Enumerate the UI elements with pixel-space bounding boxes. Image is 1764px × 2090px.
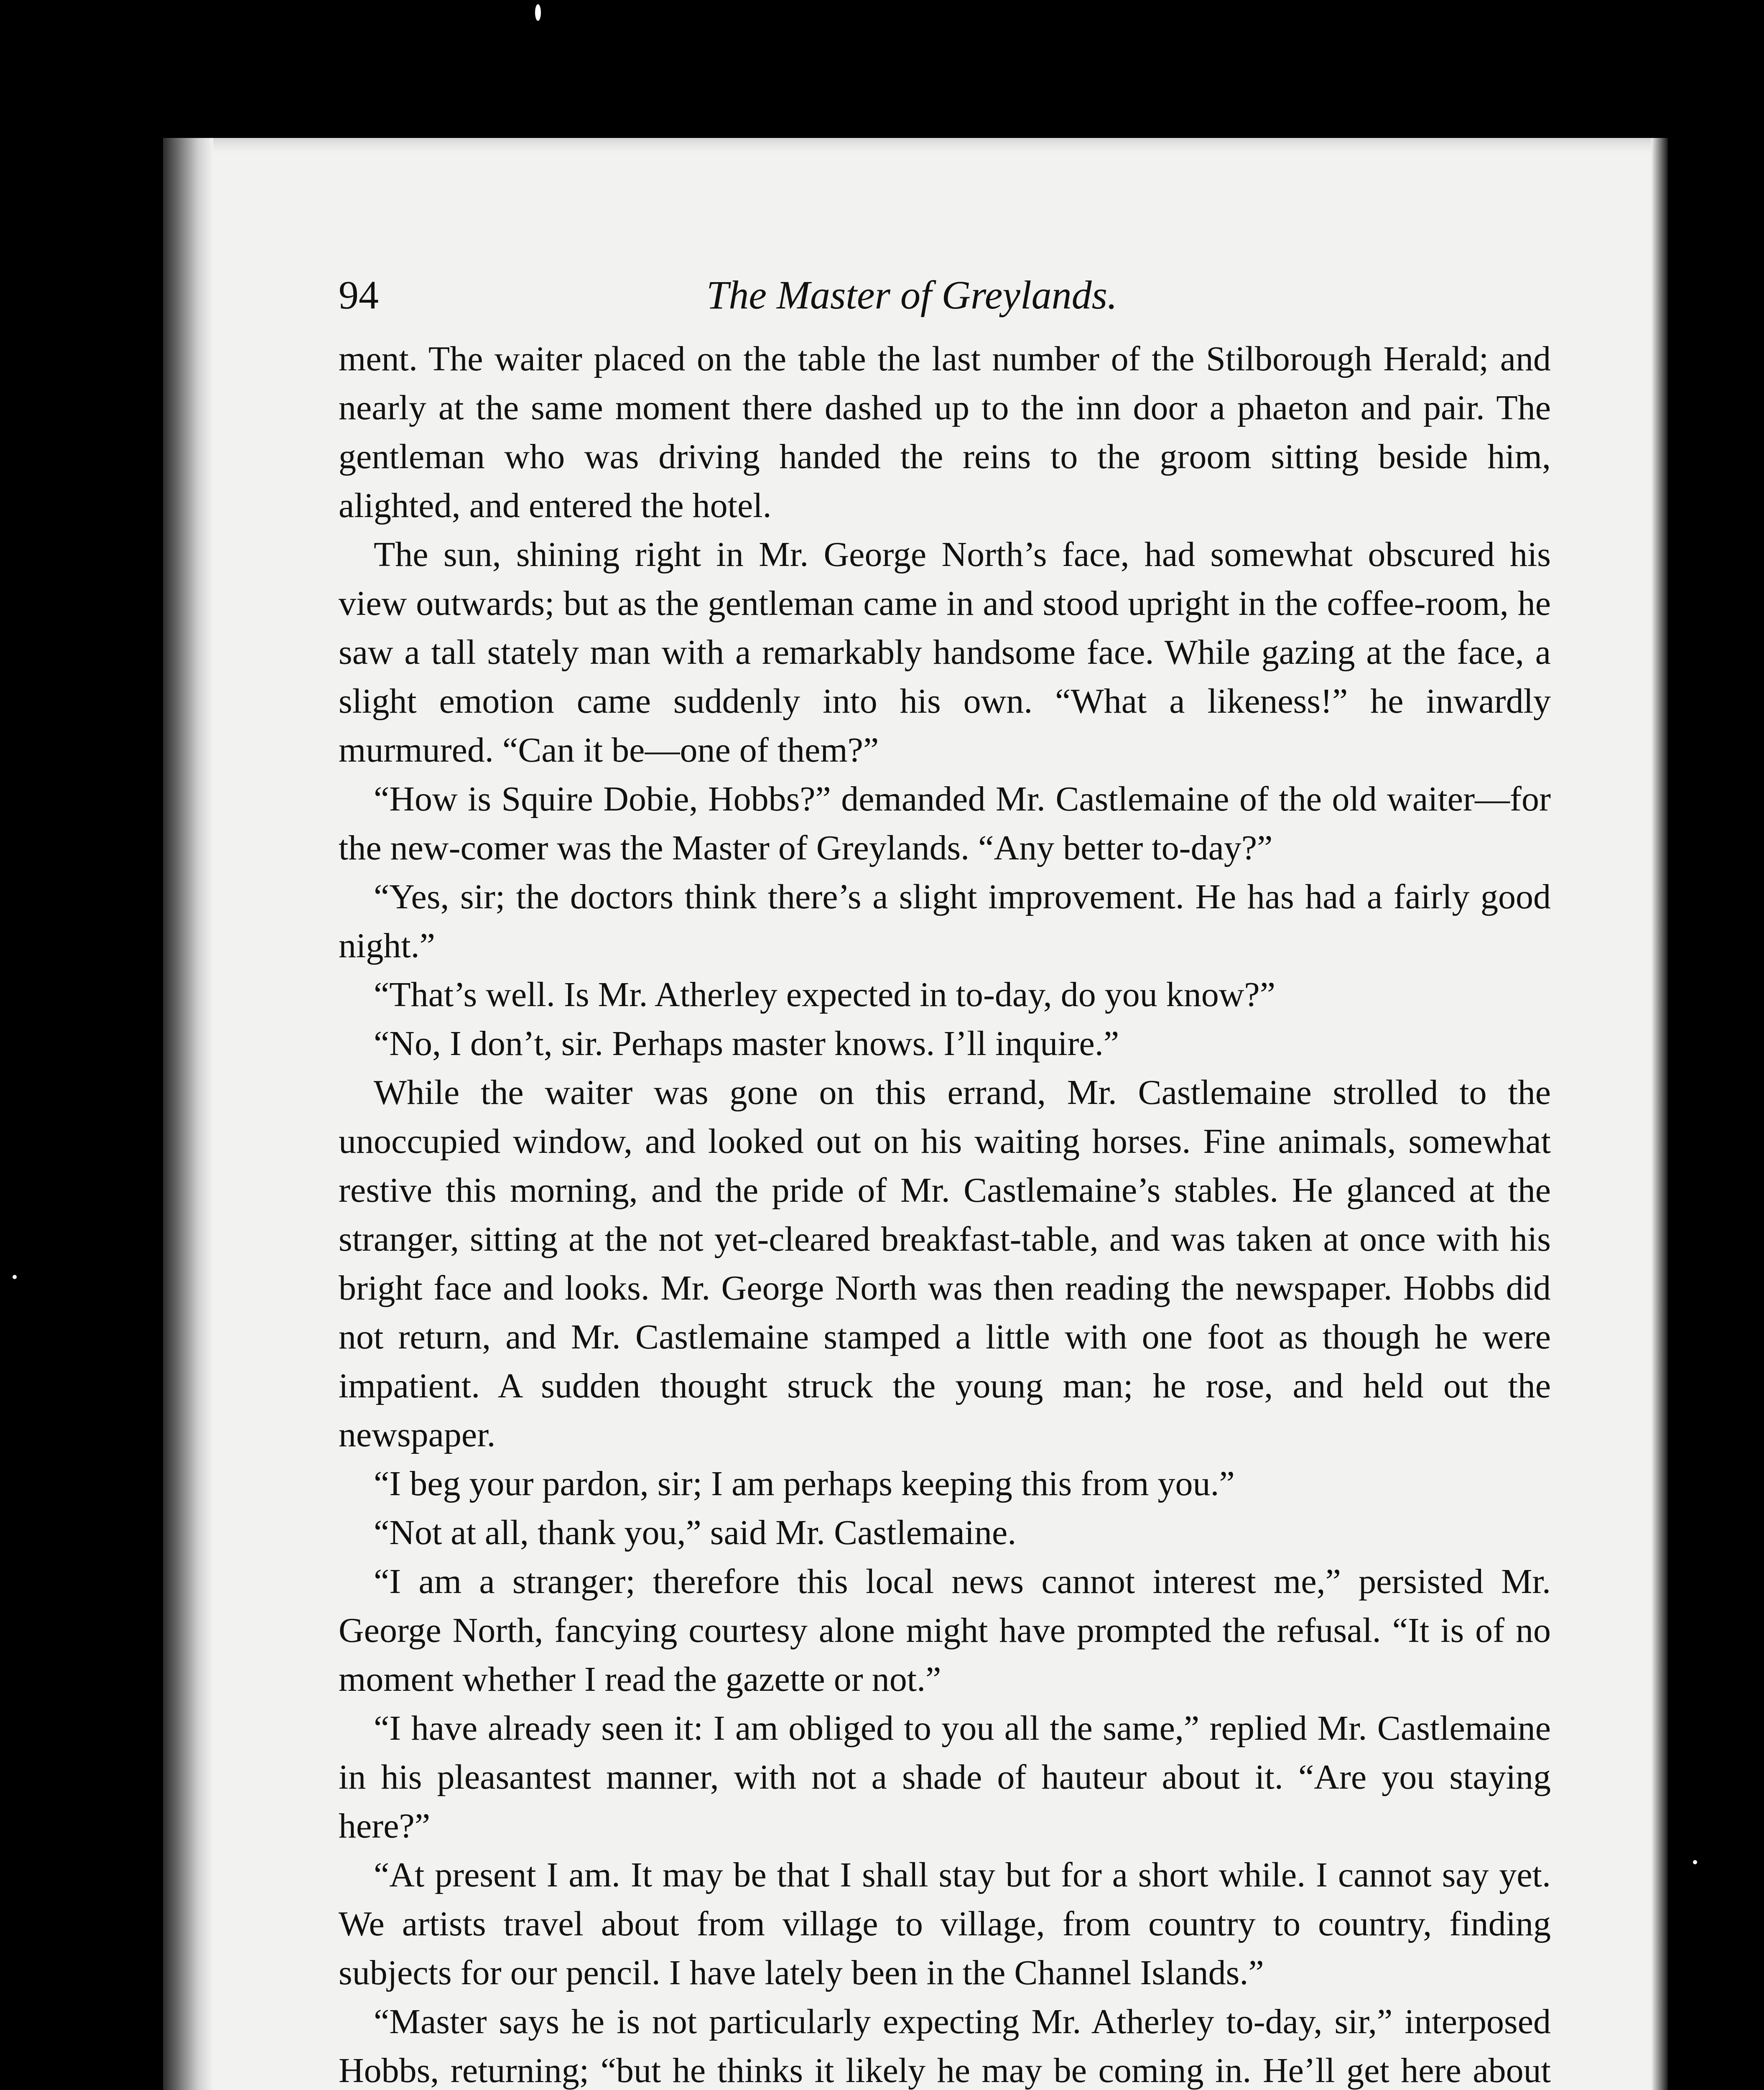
book-page (163, 138, 1668, 2090)
body-text (339, 334, 1551, 2090)
scan-speck (1693, 1860, 1697, 1864)
paragraph: ment. The waiter placed on the table the last number of the Stilborough Herald; and nearly at the same moment there dashed up to the inn door a phaeton and pair. The gentleman who was driving handed the reins to the groom sitting beside him, alighted, and entered the hotel. (339, 339, 1551, 525)
page-gutter (163, 138, 213, 2090)
running-head-title: The Master of Greylands. (706, 273, 1118, 317)
paragraph: “Not at all, thank you,” said Mr. Castlemaine. (374, 1513, 1017, 1552)
paragraph: “I beg your pardon, sir; I am perhaps keeping this from you.” (374, 1464, 1235, 1503)
page-number: 94 (339, 273, 379, 317)
paragraph: “At present I am. It may be that I shall stay but for a short while. I cannot say yet. We artists travel about from village to village, from country to country, finding subjects for our pencil. I have lately been in the Channel Islands.” (339, 1856, 1551, 1992)
paragraph: “No, I don’t, sir. Perhaps master knows. I’ll inquire.” (374, 1024, 1119, 1063)
paragraph: “Master says he is not particularly expecting Mr. Atherley to-day, sir,” interposed Hobbs, returning; “but he thinks it likely he may be coming in. He’ll get here about (339, 2002, 1551, 2090)
scan-speck (13, 1275, 17, 1279)
page-edge (1651, 138, 1668, 2090)
paragraph: “I am a stranger; therefore this local news cannot interest me,” persisted Mr. George North, fancying courtesy alone might have prompted the refusal. “It is of no moment whether I read the gazette or not.” (339, 1562, 1551, 1699)
paragraph: “I have already seen it: I am obliged to you all the same,” replied Mr. Castlemaine in his pleasantest manner, with not a shade of hauteur about it. “Are you staying here?” (339, 1709, 1551, 1845)
paragraph: While the waiter was gone on this errand, Mr. Castlemaine strolled to the unoccupied window, and looked out on his waiting horses. Fine animals, somewhat restive this morning, and the pride of Mr. Castlemaine’s stables. He glanced at the stranger, sitting at the not yet-cleared breakfast-table, and was taken at once with his bright face and looks. Mr. George North was then reading the newspaper. Hobbs did not return, and Mr. Castlemaine stamped a little with one foot as though he were impatient. A sudden thought struck the young man; he rose, and held out the newspaper. (339, 1073, 1551, 1454)
scan-speck (535, 4, 541, 21)
paragraph: “How is Squire Dobie, Hobbs?” demanded Mr. Castlemaine of the old waiter—for the new-comer was the Master of Greylands. “Any better to-day?” (339, 780, 1551, 867)
paragraph: “That’s well. Is Mr. Atherley expected in to-day, do you know?” (374, 975, 1275, 1014)
running-head (339, 272, 1551, 330)
paragraph: The sun, shining right in Mr. George North’s face, had somewhat obscured his view outwards; but as the gentleman came in and stood upright in the coffee-room, he saw a tall stately man with a remarkably handsome face. While gazing at the face, a slight emotion came suddenly into his own. “What a likeness!” he inwardly murmured. “Can it be—one of them?” (339, 535, 1551, 770)
paragraph: “Yes, sir; the doctors think there’s a slight improvement. He has had a fairly good night.” (339, 877, 1551, 965)
